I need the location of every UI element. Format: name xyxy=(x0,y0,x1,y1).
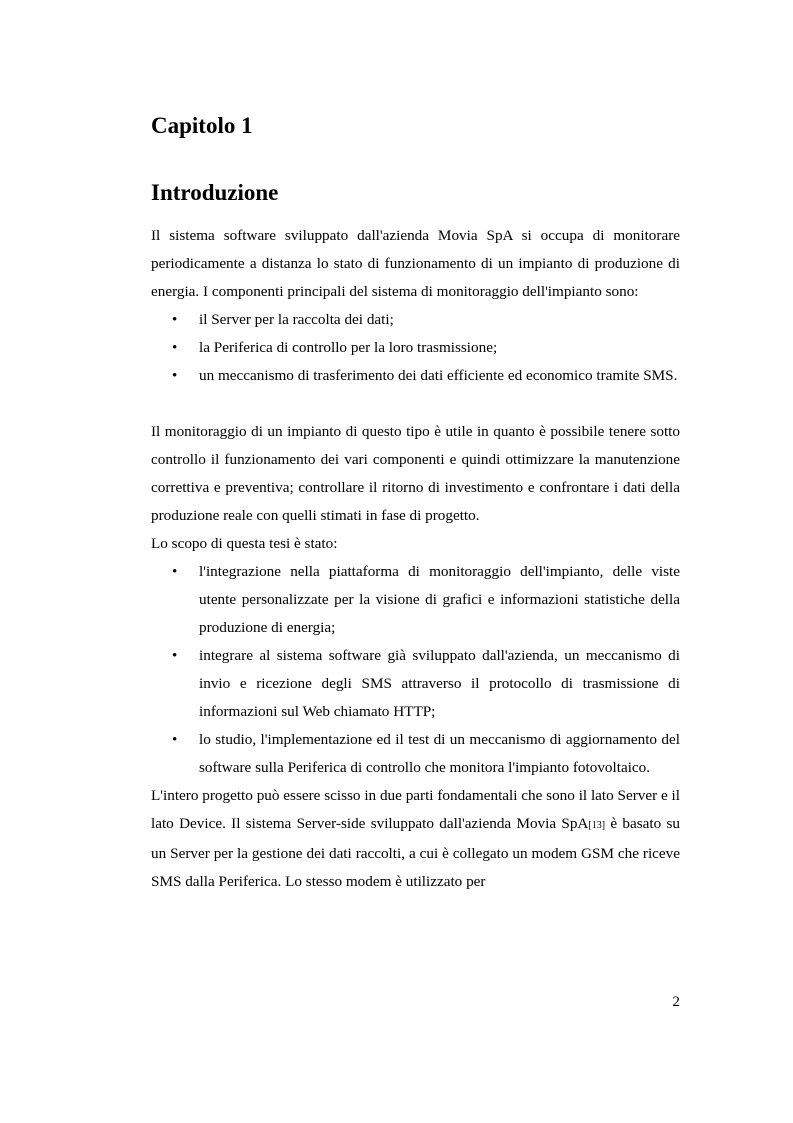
components-list xyxy=(151,306,680,390)
list-item xyxy=(151,362,680,390)
list-item xyxy=(151,642,680,726)
list-item xyxy=(151,558,680,642)
list-item xyxy=(151,334,680,362)
citation-reference: [13] xyxy=(588,820,606,831)
list-item-text: un meccanismo di trasferimento dei dati efficiente ed economico tramite SMS. xyxy=(199,367,678,384)
document-page xyxy=(151,0,680,1123)
goals-list xyxy=(151,558,680,782)
bullet-icon: • xyxy=(172,563,178,580)
list-item-text: la Periferica di controllo per la loro trasmissione; xyxy=(199,339,498,356)
bullet-icon: • xyxy=(172,647,178,664)
paragraph-spacer xyxy=(151,390,680,418)
page-number: 2 xyxy=(672,993,680,1010)
project-paragraph xyxy=(151,782,680,896)
list-item xyxy=(151,726,680,782)
bullet-icon: • xyxy=(172,311,178,328)
chapter-label: Capitolo 1 xyxy=(151,113,253,138)
body-text xyxy=(151,222,680,896)
list-item-text: lo studio, l'implementazione ed il test di un meccanismo di aggiornamento del software sulla Periferica di controllo che monitora l'impianto fotovoltaico. xyxy=(199,731,680,776)
list-item xyxy=(151,306,680,334)
list-item-text: integrare al sistema software già sviluppato dall'azienda, un meccanismo di invio e ricezione degli SMS attraverso il protocollo di trasmissione di informazioni sul Web chiamato HTTP; xyxy=(199,647,680,720)
monitoring-paragraph: Il monitoraggio di un impianto di questo tipo è utile in quanto è possibile tenere sotto controllo il funzionamento dei vari componenti e quindi ottimizzare la manutenzione correttiva e preventiva; controllare il ritorno di investimento e confrontare i dati della produzione reale con quelli stimati in fase di progetto. xyxy=(151,423,680,524)
project-text-start: L'intero progetto può essere scisso in due parti fondamentali che sono il lato Server e il lato Device. Il sistema Server-side sviluppato dall'azienda Movia SpA xyxy=(151,787,680,832)
bullet-icon: • xyxy=(172,367,178,384)
list-item-text: l'integrazione nella piattaforma di monitoraggio dell'impianto, delle viste utente personalizzate per la visione di grafici e informazioni statistiche della produzione di energia; xyxy=(199,563,680,636)
intro-paragraph: Il sistema software sviluppato dall'azienda Movia SpA si occupa di monitorare periodicamente a distanza lo stato di funzionamento di un impianto di produzione di energia. I componenti principali del sistema di monitoraggio dell'impianto sono: xyxy=(151,227,680,300)
bullet-icon: • xyxy=(172,339,178,356)
goals-intro: Lo scopo di questa tesi è stato: xyxy=(151,535,338,552)
project-text-end: è basato su un Server per la gestione dei dati raccolti, a cui è collegato un modem GSM che riceve SMS dalla Periferica. Lo stesso modem è utilizzato per xyxy=(151,815,680,890)
chapter-title: Introduzione xyxy=(151,180,279,205)
bullet-icon: • xyxy=(172,731,178,748)
list-item-text: il Server per la raccolta dei dati; xyxy=(199,311,394,328)
